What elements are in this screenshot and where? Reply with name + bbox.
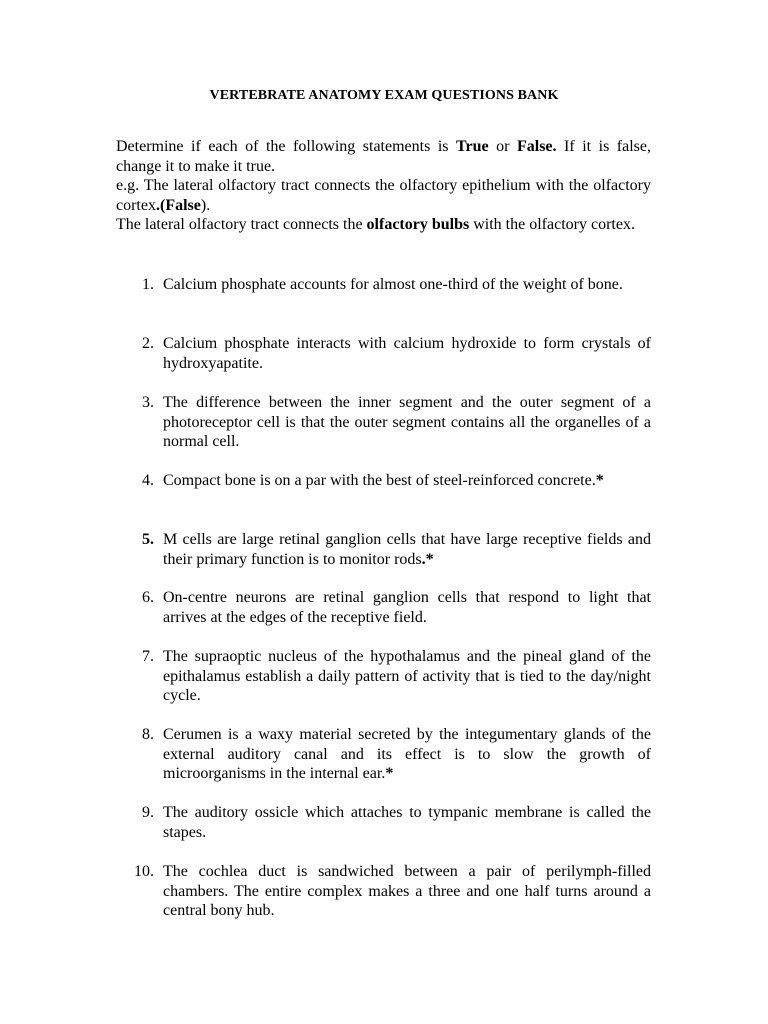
example-answer-keyword: olfactory bulbs — [366, 216, 470, 234]
question-text-block — [163, 725, 651, 784]
example-close: ). — [200, 196, 211, 214]
question-number: 8. — [142, 726, 154, 743]
question-text-block — [163, 803, 651, 842]
instructions-block — [116, 137, 651, 235]
question-text: Compact bone is on a par with the best of steel-reinforced concrete. — [163, 472, 596, 489]
example-paragraph — [116, 176, 651, 215]
question-number: 1. — [142, 276, 154, 293]
question-item — [116, 530, 651, 569]
question-marker: * — [595, 472, 604, 489]
question-item — [116, 393, 651, 452]
instructions-text-end: If it is false, change it to make it true. — [116, 138, 652, 175]
question-number: 3. — [142, 394, 154, 411]
example-verdict: .(False — [155, 196, 201, 214]
question-text: Calcium phosphate interacts with calcium hydroxide to form crystals of hydroxyapatite. — [163, 335, 651, 372]
question-item — [116, 862, 651, 921]
question-item — [116, 725, 651, 784]
question-text-block — [163, 334, 651, 373]
question-text-block — [163, 530, 651, 569]
question-item — [116, 588, 651, 627]
question-marker: .* — [421, 550, 434, 568]
question-number: 5. — [142, 531, 154, 548]
question-number: 2. — [142, 335, 154, 352]
question-text: The difference between the inner segment and the outer segment of a photoreceptor cell is that the outer segment contains all the organelles of a normal cell. — [163, 394, 651, 451]
false-keyword: False. — [516, 138, 557, 155]
question-text-block — [163, 588, 651, 627]
true-keyword: True — [456, 138, 489, 155]
question-number: 4. — [142, 472, 154, 489]
question-text: Calcium phosphate accounts for almost one-third of the weight of bone. — [163, 276, 623, 293]
question-text: The auditory ossicle which attaches to tympanic membrane is called the stapes. — [163, 804, 651, 841]
question-text-block — [163, 393, 651, 452]
question-item — [116, 803, 651, 842]
or-text: or — [488, 138, 517, 155]
instructions-text: Determine if each of the following statements is — [116, 138, 457, 155]
question-text-block — [163, 647, 651, 706]
question-number: 10. — [134, 863, 154, 880]
question-marker: * — [385, 765, 394, 783]
question-item — [116, 334, 651, 373]
question-text: The cochlea duct is sandwiched between a pair of perilymph-filled chambers. The entire complex makes a three and one half turns around a central bony hub. — [163, 863, 651, 920]
question-item — [116, 275, 651, 295]
question-item — [116, 471, 651, 491]
example-answer-end: with the olfactory cortex. — [469, 216, 635, 234]
question-number: 9. — [142, 804, 154, 821]
instructions-paragraph — [116, 137, 651, 176]
question-number: 7. — [142, 648, 154, 665]
question-text-block — [163, 275, 651, 295]
question-text: M cells are large retinal ganglion cells that have large receptive fields and their primary function is to monitor rods — [163, 531, 651, 568]
example-answer-text: The lateral olfactory tract connects the — [116, 216, 367, 234]
document-title: VERTEBRATE ANATOMY EXAM QUESTIONS BANK — [209, 88, 559, 103]
question-number: 6. — [142, 589, 154, 606]
example-answer-paragraph — [116, 215, 651, 235]
question-text: The supraoptic nucleus of the hypothalamus and the pineal gland of the epithalamus establish a daily pattern of activity that is tied to the day/night cycle. — [163, 648, 651, 705]
question-text: On-centre neurons are retinal ganglion cells that respond to light that arrives at the edges of the receptive field. — [163, 589, 651, 626]
question-text: Cerumen is a waxy material secreted by the integumentary glands of the external auditory canal and its effect is to slow the growth of microorganisms in the internal ear. — [163, 726, 651, 783]
example-text: e.g. The lateral olfactory tract connects the olfactory epithelium with the olfactory cortex — [116, 177, 651, 214]
question-text-block — [163, 862, 651, 921]
question-item — [116, 647, 651, 706]
question-text-block — [163, 471, 651, 491]
